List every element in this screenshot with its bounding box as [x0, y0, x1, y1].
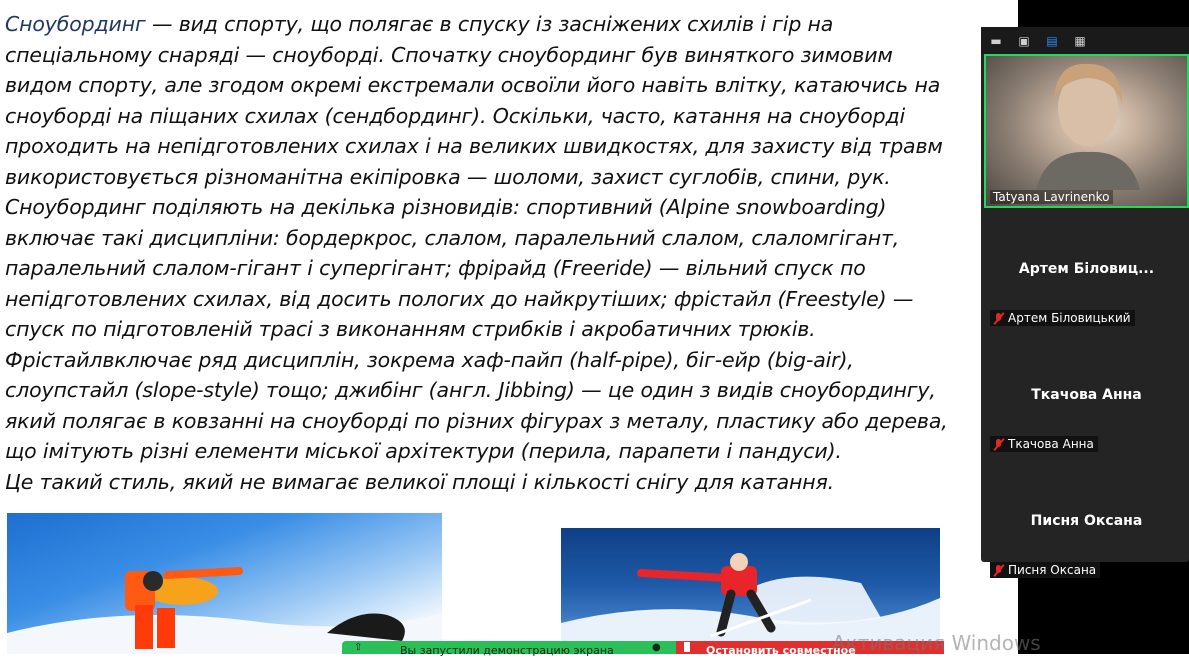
window-icon[interactable]: ▣ [1018, 34, 1030, 48]
slide-line: непідготовлених схилах, від досить пологих до найкрутіших; фрістайл (Freestyle) — [5, 286, 914, 311]
mic-muted-icon [992, 312, 1005, 325]
slide-line: сноуборді на піщаних схилах (сендбординг). Оскільки, часто, катання на сноуборді [5, 103, 906, 128]
active-speaker-tile[interactable] [984, 54, 1189, 208]
slide-line: видом спорту, але згодом окремі екстремали освоїли його навіть влітку, катаючись на [5, 73, 941, 97]
meeting-video-panel [981, 27, 1189, 577]
active-speaker-name: Tatyana Lavrinenko [990, 190, 1113, 204]
slide-line: проходить на непідготовлених схилах і на великих швидкостях, для захисту від травм [5, 134, 943, 158]
participant-name-tag [990, 436, 1098, 452]
stop-share-label: Остановить совместное использование [706, 644, 856, 670]
participant-name: Артем Біловицький [1008, 311, 1131, 325]
slide-line: спеціальному снаряді — сноуборді. Спочатку сноубординг був виняткого зимовим [5, 42, 893, 67]
mic-muted-icon [992, 438, 1005, 451]
participant-tile[interactable] [984, 334, 1189, 460]
view-toolbar [981, 27, 1189, 54]
share-status-text: Вы запустили демонстрацию экрана [400, 644, 614, 657]
participant-silhouette [1026, 60, 1146, 190]
slide-line: що імітують різні елементи міської архітектури (перила, парапети і пандуси). [5, 439, 842, 463]
participant-tile[interactable] [984, 208, 1189, 334]
speaker-view-icon[interactable]: ▤ [1046, 34, 1058, 48]
slide-line: — вид спорту, що полягає в спуску із засніжених схилів і гір на [145, 12, 834, 36]
slide-line: включає такі дисципліни: бордеркрос, слалом, паралельний слалом, слаломгігант, [5, 225, 900, 250]
slide-line: Фрістайлвключає ряд дисциплін, зокрема хаф-пайп (half-pipe), біг-ейр (big-air), [5, 347, 854, 372]
slide-line: Сноубординг поділяють на декілька різновидів: спортивний (Alpine snowboarding) [5, 195, 887, 219]
shield-icon: ● [652, 642, 661, 653]
slide-keyword: Сноубординг [5, 12, 146, 36]
snowboarder-photo-left [7, 513, 442, 654]
participant-display-name: Артем Біловиц... [1018, 261, 1155, 277]
mic-muted-icon [992, 564, 1005, 577]
gallery-view-icon[interactable]: ▦ [1074, 34, 1086, 48]
minimize-icon[interactable]: ▬ [990, 34, 1002, 48]
slide-line: паралельний слалом-гігант і супергігант; фрірайд (Freeride) — вільний спуск по [5, 256, 866, 280]
participant-name-tag [990, 562, 1100, 578]
participant-tile[interactable] [984, 460, 1189, 586]
slide-line: використовується різноманітна екіпіровка — шоломи, захист суглобів, спини, рук. [5, 164, 891, 189]
slide-line: Це такий стиль, який не вимагає великої площі і кількості снігу для катання. [5, 469, 835, 494]
slide-line: слоупстайл (slope-style) тощо; джибінг (англ. Jibbing) — це один з видів сноубордингу, [5, 378, 936, 402]
stop-icon [684, 642, 690, 652]
slide-line: який полягає в ковзанні на сноуборді по різних фігурах з металу, пластику або дерева, [5, 408, 948, 433]
participant-name: Писня Оксана [1008, 563, 1097, 577]
screen-share-status-bar[interactable] [342, 641, 676, 657]
participant-display-name: Ткачова Анна [1031, 387, 1142, 403]
participant-display-name: Писня Оксана [1030, 513, 1143, 529]
slide-text [5, 9, 995, 497]
windows-activation-watermark: Активация Windows [832, 631, 1041, 655]
share-up-icon: ⇧ [354, 642, 363, 653]
participant-name: Ткачова Анна [1008, 437, 1094, 451]
slide-line: спуск по підготовленій трасі з виконанням стрибків і акробатичних трюків. [5, 317, 816, 341]
participant-name-tag [990, 310, 1135, 326]
